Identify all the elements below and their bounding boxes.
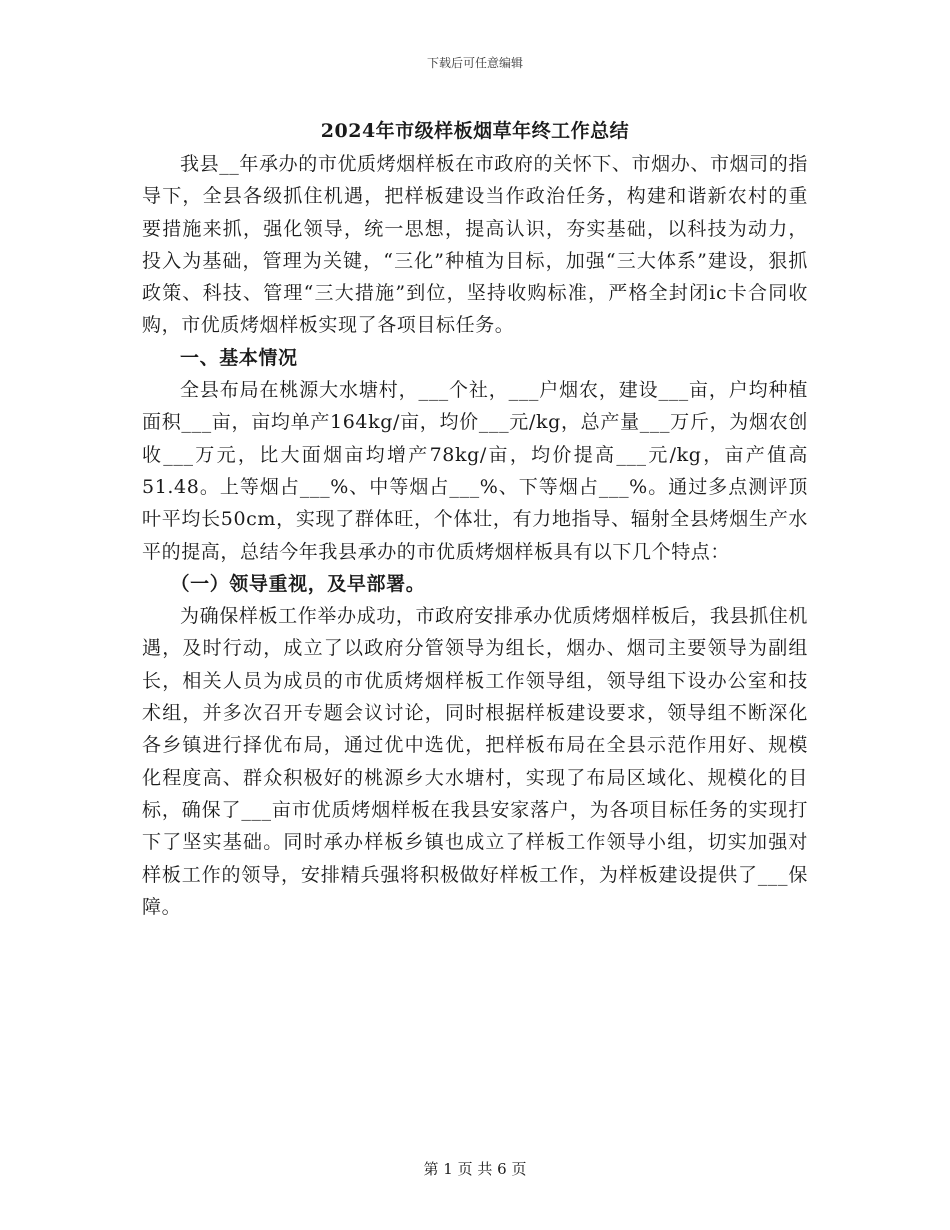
subsection-heading-leadership: （一）领导重视，及早部署。 <box>170 572 426 595</box>
intro-paragraph: 我县__年承办的市优质烤烟样板在市政府的关怀下、市烟办、市烟司的指导下，全县各级抓住机遇，把样板建设当作政治任务，构建和谐新农村的重要措施来抓，强化领导，统一思想，提高认识，夯实基础，以科技为动力，投入为基础，管理为关键，“三化”种植为目标，加强“三大体系”建设，狠抓政策、科技、管理“三大措施”到位，坚持收购标准，严格全封闭ic卡合同收购，市优质烤烟样板实现了各项目标任务。 <box>142 153 808 337</box>
leadership-paragraph: 为确保样板工作举办成功，市政府安排承办优质烤烟样板后，我县抓住机遇，及时行动，成立了以政府分管领导为组长，烟办、烟司主要领导为副组长，相关人员为成员的市优质烤烟样板工作领导组，领导组下设办公室和技术组，并多次召开专题会议讨论，同时根据样板建设要求，领导组不断深化各乡镇进行择优布局，通过优中选优，把样板布局在全县示范作用好、规模化程度高、群众积极好的桃源乡大水塘村，实现了布局区域化、规模化的目标，确保了___亩市优质烤烟样板在我县安家落户，为各项目标任务的实现打下了坚实基础。同时承办样板乡镇也成立了样板工作领导小组，切实加强对样板工作的领导，安排精兵强将积极做好样板工作，为样板建设提供了___保障。 <box>142 605 808 918</box>
section-heading-basic-situation: 一、基本情况 <box>180 346 298 369</box>
basic-situation-paragraph: 全县布局在桃源大水塘村，___个社，___户烟农，建设___亩，户均种植面积___亩，亩均单产164kg/亩，均价___元/kg，总产量___万斤，为烟农创收___万元，比大面烟亩均增产78kg/亩，均价提高___元/kg，亩产值高51.48。上等烟占___%、中等烟占___%、下等烟占___%。通过多点测评顶叶平均长50cm，实现了群体旺，个体壮，有力地指导、辐射全县烤烟生产水平的提高，总结今年我县承办的市优质烤烟样板具有以下几个特点： <box>142 379 808 563</box>
page-number-footer: 第 1 页 共 6 页 <box>423 1160 527 1178</box>
header-note: 下载后可任意编辑 <box>426 56 523 70</box>
document-body <box>142 148 808 923</box>
document-title: 2024年市级样板烟草年终工作总结 <box>320 120 630 142</box>
